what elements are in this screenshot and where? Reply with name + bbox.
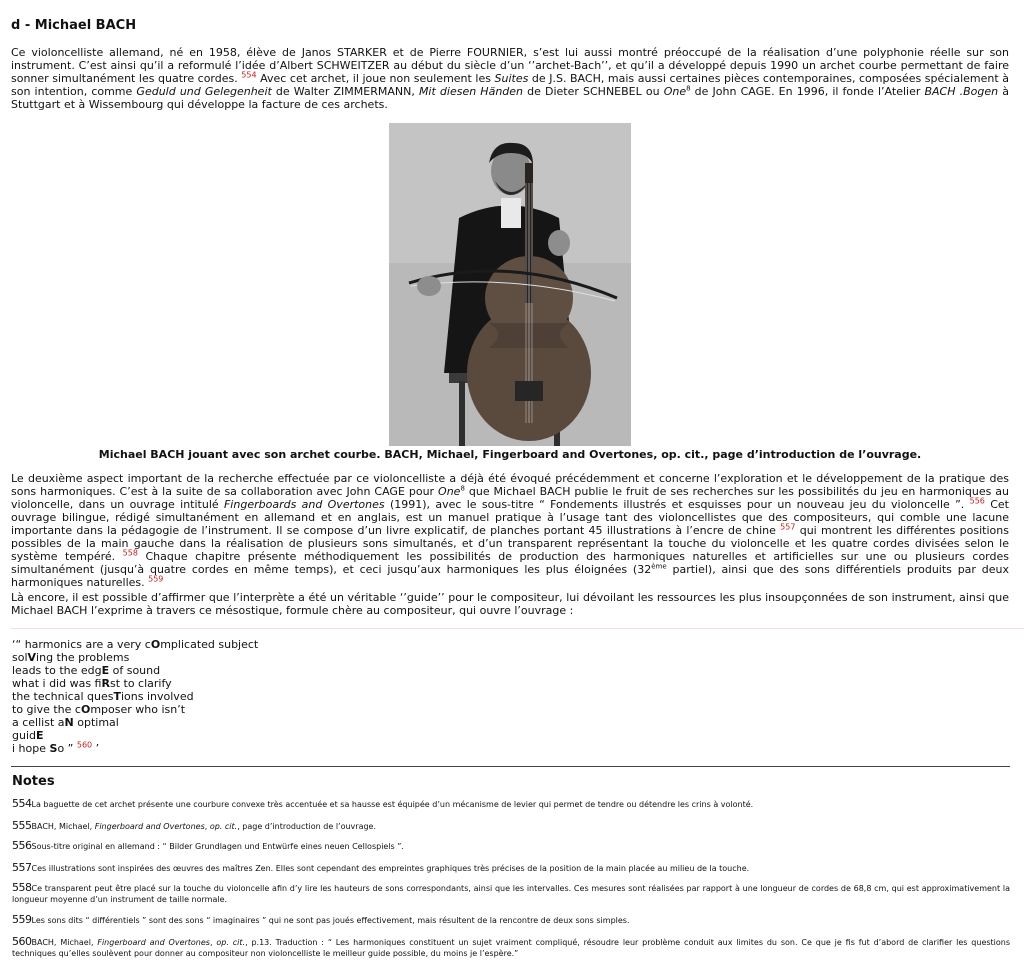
cellist-photo [389, 123, 631, 446]
footnote-ref-558[interactable]: 558 [122, 548, 138, 558]
note-number[interactable]: 557 [12, 861, 32, 874]
poem-line: solVing the problems [12, 651, 130, 664]
footnote-ref-556[interactable]: 556 [969, 496, 985, 506]
poem-line: guidE [12, 729, 44, 742]
paragraph-intro: Ce violoncelliste allemand, né en 1958, élève de Janos STARKER et de Pierre FOURNIER, s’est lui aussi montré préoccupé de la réalisation d’une polyphonie réelle sur son instrument. C’est ainsi qu’il a reformulé l’idée d’Albert SCHWEITZER au début du siècle d’un ‘’archet-Bach’’, et qu’il a développé depuis 1990 un archet courbe permettant de faire sonner simultanément les quatre cordes. $^{554}$ Avec cet archet, il joue non seulement les Suites de J.S. BACH, mais aussi certaines pièces contemporaines, composées spécialement à son intention, comme Geduld und Gelegenheit de Walter ZIMMERMANN, Mit diesen Händen de Dieter SCHNEBEL ou One$^8$ de John CAGE. En 1996, il fonde l’Atelier BACH .Bogen à Stuttgart et à Wissembourg qui développe la facture de ces archets. [11, 46, 1009, 111]
light-divider [11, 628, 1024, 629]
note-557: 557Ces illustrations sont inspirées des œuvres des maîtres Zen. Elles sont cependant des empreintes graphiques très précises de la position de la main placée au milieu de la touche. [12, 861, 750, 874]
note-number[interactable]: 554 [12, 797, 32, 810]
note-number[interactable]: 558 [12, 881, 32, 894]
note-number[interactable]: 559 [12, 913, 32, 926]
poem-line: to give the cOmposer who isn’t [12, 703, 186, 716]
poem-line: a cellist aN optimal [12, 716, 119, 729]
notes-divider [11, 766, 1010, 767]
footnote-ref-557[interactable]: 557 [780, 522, 796, 532]
note-558: 558Ce transparent peut être placé sur la touche du violoncelle afin d’y lire les hauteurs de sons correspondants, ainsi que les intervalles. Ces mesures sont réalisées par rapport à une longueur de cordes de 68,8 cm, qui est approximativement la longueur moyenne d’un instrument de taille normale. [12, 881, 1010, 904]
poem-line: leads to the edgE of sound [12, 664, 161, 677]
note-554: 554La baguette de cet archet présente une courbure convexe très accentuée et sa hausse est équipée d’un mécanisme de levier qui permet de tendre ou détendre les crins à volonté. [12, 797, 754, 810]
notes-heading: Notes [12, 774, 55, 789]
note-number[interactable]: 560 [12, 935, 32, 948]
note-556: 556Sous-titre original en allemand : “ Bilder Grundlagen und Entwürfe eines neuen Cellospiels ”. [12, 839, 404, 852]
note-number[interactable]: 555 [12, 819, 32, 832]
note-555: 555BACH, Michael, Fingerboard and Overtones, op. cit., page d’introduction de l’ouvrage. [12, 819, 377, 832]
mesostic-poem [12, 638, 258, 755]
note-559: 559Les sons dits “ différentiels ” sont des sons “ imaginaires ” qui ne sont pas joués effectivement, mais résultent de la rencontre de deux sons simples. [12, 913, 630, 926]
note-560: 560BACH, Michael, Fingerboard and Overtones, op. cit., p.13. Traduction : “ Les harmoniques constituent un sujet vraiment compliqué, résoudre leur problème conduit aux limites du son. Ce que je fis fut d’abord de clarifier les questions techniques qu’elles soulèvent pour donner au compositeur non violoncelliste le meilleur guide possible, du moins je l’espère.” [12, 935, 1011, 958]
note-number[interactable]: 556 [12, 839, 32, 852]
poem-line: what i did was fiRst to clarify [12, 677, 172, 690]
paragraph-harmonics: Le deuxième aspect important de la recherche effectuée par ce violoncelliste a déjà été évoqué précédemment et concerne l’exploration et le développement de la pratique des sons harmoniques. C’est à la suite de sa collaboration avec John CAGE pour One$^8$ que Michael BACH publie le fruit de ses recherches sur les possibilités du jeu en harmoniques au violoncelle, dans un ouvrage intitulé Fingerboards and Overtones (1991), avec le sous-titre “ Fondements illustrés et esquisses pour un nouveau jeu du violoncelle ”. $^{556}$ Cet ouvrage bilingue, rédigé simultanément en allemand et en anglais, est un manuel pratique à l’usage tant des violoncellistes que des compositeurs, qui comble une lacune importante dans la pédagogie de l’instrument. Il se compose d’un livre explicatif, de planches portant 45 illustrations à l’encre de chine $^{557}$ qui montrent les différentes positions possibles de la main gauche dans la réalisation de plusieurs sons simultanés, et d’un transparent représentant la touche du violoncelle et les quatre cordes divisées selon le système tempéré. $^{558}$ Chaque chapitre présente méthodiquement les possibilités de production des harmoniques naturelles et artificielles sur une ou plusieurs cordes simultanément (jusqu’à quatre cordes en même temps), et ceci jusqu’aux harmoniques les plus éloignées (32ème partiel), ainsi que des sons différentiels produits par deux harmoniques naturelles. $^{559}$ [11, 472, 1009, 589]
photo-caption: Michael BACH jouant avec son archet courbe. BACH, Michael, Fingerboard and Overtones, op. cit., page d’introduction de l’ouvrage. [98, 448, 922, 461]
poem-line: ‘“ harmonics are a very cOmplicated subject [12, 638, 259, 651]
footnote-ref-559[interactable]: 559 [148, 574, 164, 584]
section-heading: d - Michael BACH [11, 18, 137, 33]
footnote-ref-554[interactable]: 554 [241, 70, 257, 80]
poem-line: i hope So ” $^{560}$ ’ [12, 740, 100, 755]
footnote-ref-560[interactable]: 560 [76, 740, 93, 750]
paragraph-guide: Là encore, il est possible d’affirmer que l’interprète a été un véritable ‘’guide’’ pour le compositeur, lui dévoilant les ressources les plus insoupçonnées de son instrument, ainsi que Michael BACH l’exprime à travers ce mésostique, formule chère au compositeur, qui ouvre l’ouvrage : [11, 591, 1009, 617]
poem-line: the technical quesTions involved [12, 690, 194, 703]
